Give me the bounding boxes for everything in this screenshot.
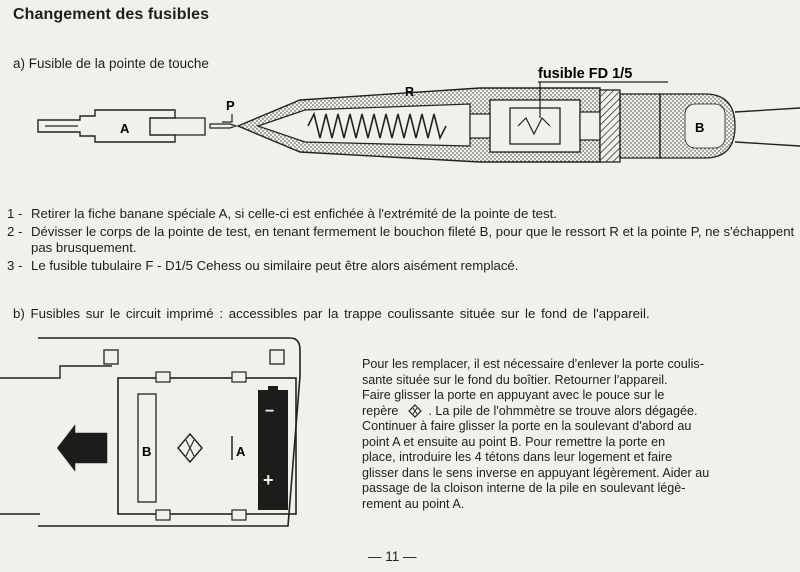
paragraph-line: sante située sur le fond du boîtier. Retourner l'appareil.: [362, 372, 668, 387]
device-back-diagram: [0, 336, 320, 536]
label-b: B: [695, 120, 705, 135]
foot-square: [104, 350, 118, 364]
paragraph-line: Faire glisser la porte en appuyant avec le pouce sur le: [362, 388, 665, 402]
section-b-heading: b) Fusibles sur le circuit imprimé : accessibles par la trappe coulissante située sur le fond de l'appareil.: [13, 306, 650, 321]
label-a: A: [120, 121, 130, 136]
battery-plus: +: [263, 470, 274, 490]
steps-list: [7, 206, 797, 276]
step-number: 3 -: [7, 258, 23, 273]
probe-tip: [210, 124, 236, 128]
page-number: — 11 —: [368, 549, 417, 564]
door-label-b: B: [142, 444, 152, 459]
page-title: Changement des fusibles: [13, 6, 210, 23]
foot-square: [270, 350, 284, 364]
section-a-heading: a) Fusible de la pointe de touche: [13, 56, 209, 71]
test-probe-diagram: [0, 60, 800, 200]
paragraph-line: Continuer à faire glisser la porte en la soulevant d'abord au: [362, 419, 692, 433]
repere-word: repère: [362, 403, 399, 418]
repere-diamond-icon: [408, 404, 422, 418]
paragraph-line: [362, 404, 794, 420]
step-text: Dévisser le corps de la pointe de test, en tenant fermement le bouchon fileté B, pour que le ressort R et la pointe P, ne s'échappent pas brusquement.: [31, 224, 795, 255]
paragraph-line: Pour les remplacer, il est nécessaire d'enlever la porte coulis-: [362, 357, 704, 371]
repere-rest: . La pile de l'ohmmètre se trouve alors dégagée.: [428, 403, 698, 418]
step-item: [7, 258, 797, 274]
label-r: R: [405, 85, 415, 99]
door-label-a: A: [236, 444, 246, 459]
paragraph-line: glisser dans le sens inverse en appuyant légèrement. Aider au: [362, 465, 710, 480]
instructions-paragraph: [362, 357, 794, 512]
diamond-mark-icon: [178, 434, 202, 462]
paragraph-line: passage de la cloison interne de la pile en soulevant légè-: [362, 481, 686, 495]
step-item: [7, 224, 797, 256]
battery-icon: [258, 386, 288, 510]
probe-body: [238, 88, 600, 162]
step-number: 2 -: [7, 224, 23, 239]
step-text: Le fusible tubulaire F - D1/5 Cehess ou similaire peut être alors aisément remplacé.: [31, 258, 519, 273]
step-number: 1 -: [7, 206, 23, 221]
paragraph-line: rement au point A.: [362, 496, 465, 511]
paragraph-line: point A et ensuite au point B. Pour remettre la porte en: [362, 434, 666, 449]
label-fuse: fusible FD 1/5: [538, 66, 633, 82]
step-item: [7, 206, 797, 222]
battery-minus: −: [265, 403, 275, 420]
slide-arrow-icon: [56, 422, 108, 474]
label-p: P: [226, 98, 235, 113]
step-text: Retirer la fiche banane spéciale A, si celle-ci est enfichée à l'extrémité de la pointe de test.: [31, 206, 557, 221]
paragraph-line: place, introduire les 4 tétons dans leur logement et faire: [362, 450, 673, 464]
